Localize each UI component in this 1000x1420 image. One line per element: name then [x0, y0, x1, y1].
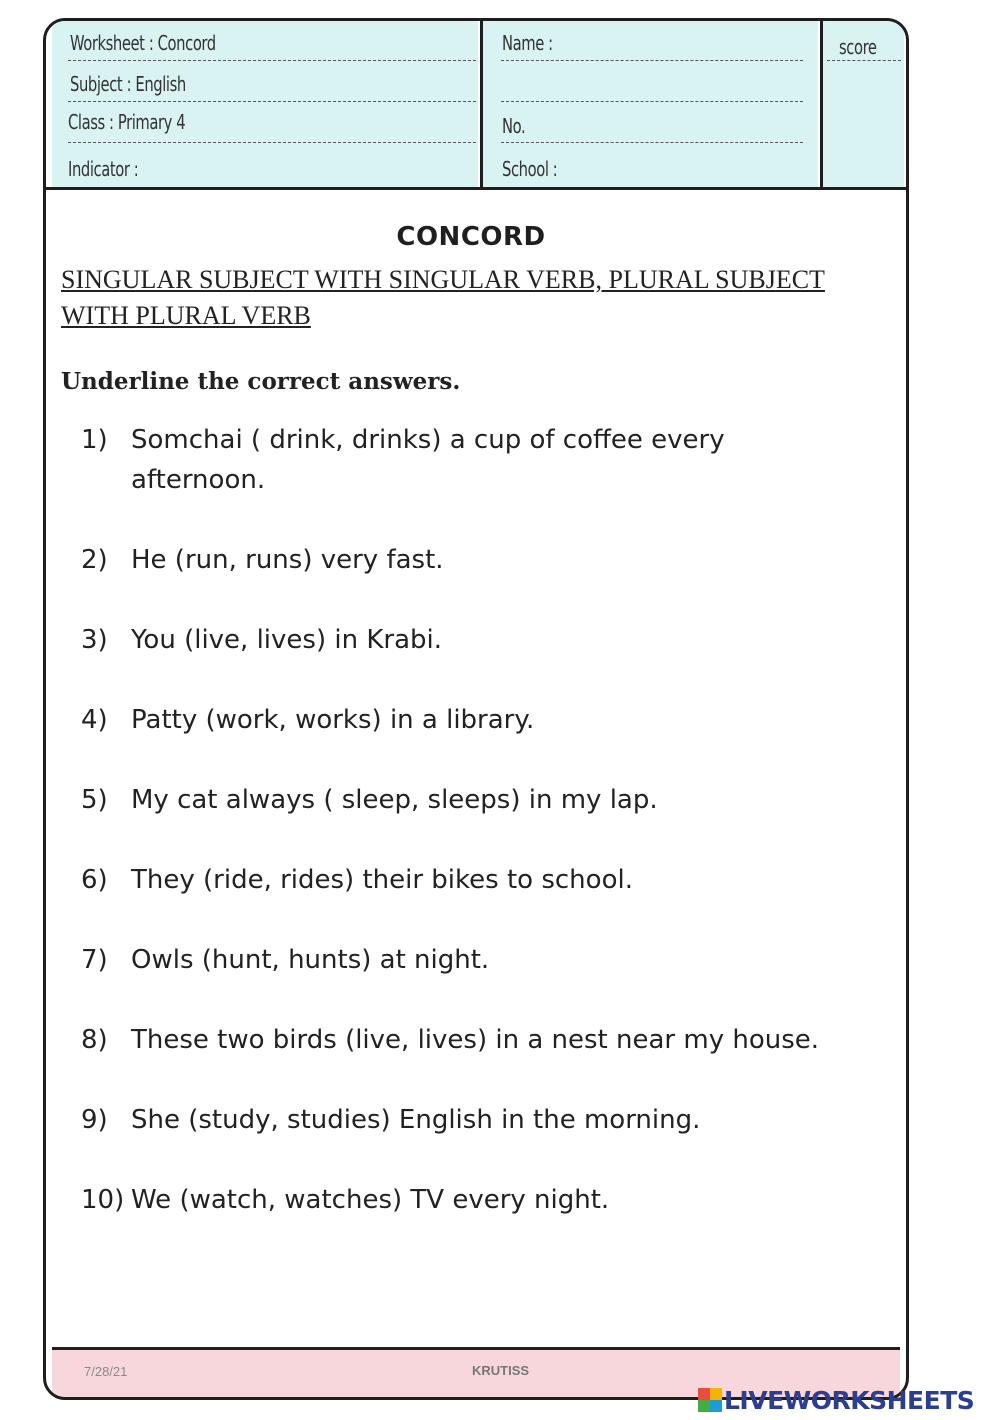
logo-square: [710, 1388, 722, 1400]
footer-date: 7/28/21: [84, 1364, 128, 1379]
question-text[interactable]: Patty (work, works) in a library.: [131, 705, 535, 735]
worksheet-label: Worksheet : Concord: [70, 31, 216, 55]
question-text[interactable]: They (ride, rides) their bikes to school.: [131, 865, 633, 895]
divider: [68, 142, 476, 143]
name-label: Name :: [502, 31, 553, 55]
header-info-cell: [52, 21, 478, 187]
question-item: [81, 1020, 861, 1060]
worksheet-frame: [43, 18, 909, 1400]
question-number: 3): [81, 625, 108, 655]
logo-square: [710, 1400, 722, 1412]
worksheet-header: [46, 21, 906, 190]
question-number: 7): [81, 945, 108, 975]
footer-author: KRUTISS: [472, 1363, 530, 1378]
question-text[interactable]: We (watch, watches) TV every night.: [131, 1185, 610, 1215]
question-number: 8): [81, 1025, 108, 1055]
question-text[interactable]: Owls (hunt, hunts) at night.: [131, 945, 490, 975]
class-label: Class : Primary 4: [68, 110, 186, 134]
question-number: 4): [81, 705, 108, 735]
question-number: 6): [81, 865, 108, 895]
header-score-cell: [820, 21, 904, 187]
question-text[interactable]: She (study, studies) English in the morning.: [131, 1105, 701, 1135]
divider: [501, 101, 803, 102]
question-number: 5): [81, 785, 108, 815]
question-text[interactable]: My cat always ( sleep, sleeps) in my lap.: [131, 785, 658, 815]
divider: [68, 101, 476, 102]
question-item: [81, 620, 861, 660]
divider: [501, 60, 803, 61]
question-number: 1): [81, 425, 108, 455]
divider: [501, 142, 803, 143]
question-number: 9): [81, 1105, 108, 1135]
question-text[interactable]: You (live, lives) in Krabi.: [131, 625, 442, 655]
question-number: 2): [81, 545, 108, 575]
question-text[interactable]: He (run, runs) very fast.: [131, 545, 444, 575]
number-label: No.: [502, 114, 526, 138]
brand-name: LIVEWORKSHEETS: [724, 1385, 975, 1415]
liveworksheets-logo-icon: [698, 1388, 722, 1412]
question-item: [81, 700, 861, 740]
question-number: 10): [81, 1185, 125, 1215]
divider: [68, 60, 476, 61]
page-subtitle: SINGULAR SUBJECT WITH SINGULAR VERB, PLURAL SUBJECT WITH PLURAL VERB: [61, 265, 825, 330]
divider: [827, 60, 901, 61]
subject-label: Subject : English: [70, 72, 186, 96]
question-item: [81, 540, 861, 580]
header-student-cell: [480, 21, 818, 187]
question-item: [81, 1100, 861, 1140]
question-item: [81, 1180, 861, 1220]
school-label: School :: [502, 157, 558, 181]
score-label: score: [839, 35, 877, 59]
question-text[interactable]: These two birds (live, lives) in a nest near my house.: [131, 1025, 820, 1055]
logo-square: [698, 1400, 710, 1412]
question-item: [81, 860, 861, 900]
liveworksheets-brand[interactable]: [698, 1384, 974, 1416]
instruction-text: Underline the correct answers.: [61, 368, 461, 395]
question-item: [81, 780, 861, 820]
question-item: [81, 420, 861, 500]
page-title: CONCORD: [396, 222, 546, 252]
logo-square: [698, 1388, 710, 1400]
indicator-label: Indicator :: [68, 157, 139, 181]
question-item: [81, 940, 861, 980]
question-text[interactable]: Somchai ( drink, drinks) a cup of coffee every afternoon.: [131, 425, 725, 495]
